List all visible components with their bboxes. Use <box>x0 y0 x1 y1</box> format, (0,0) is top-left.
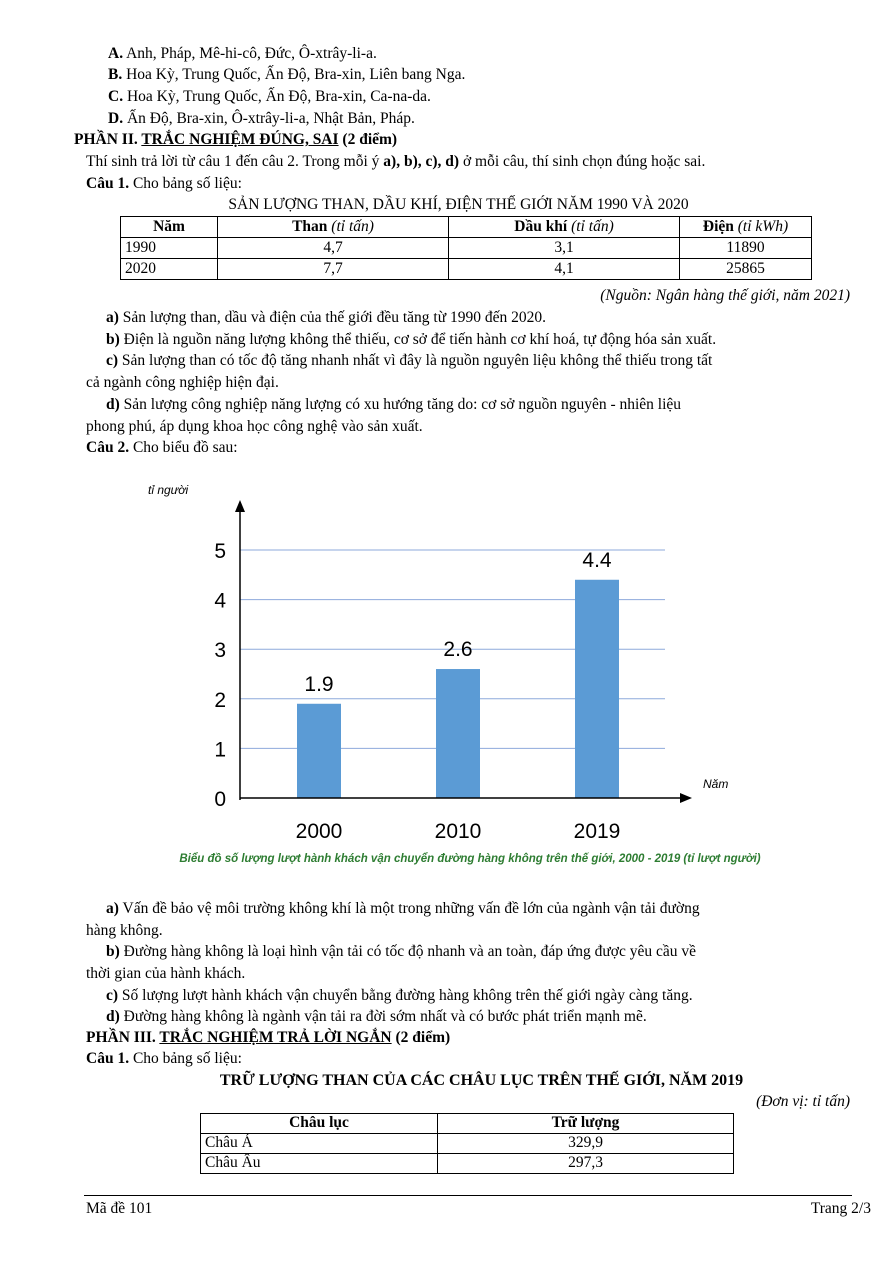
part3-unit: (Đơn vị: tỉ tấn) <box>756 1093 850 1110</box>
q1-statement-c-cont: cả ngành công nghiệp hiện đại. <box>86 374 279 391</box>
q2-statement-b: b) Đường hàng không là loại hình vận tải có tốc độ nhanh và an toàn, đáp ứng được yêu cầu về <box>106 943 696 960</box>
x-tick-label: 2010 <box>434 820 482 843</box>
option-text: Ấn Độ, Bra-xin, Ô-xtrây-li-a, Nhật Bản, Pháp. <box>123 110 415 127</box>
x-axis-arrow <box>680 793 692 803</box>
q1-statement-d-cont: phong phú, áp dụng khoa học công nghệ vào sản xuất. <box>86 418 423 435</box>
y-tick-label: 1 <box>214 738 226 762</box>
chart-bars <box>297 580 619 798</box>
q1-prompt: Câu 1. Cho bảng số liệu: <box>86 175 242 192</box>
part2-heading: PHẦN II. TRẮC NGHIỆM ĐÚNG, SAI (2 điểm) <box>74 131 398 148</box>
option-text: Hoa Kỳ, Trung Quốc, Ấn Độ, Bra-xin, Liên bang Nga. <box>122 66 466 83</box>
footer-divider <box>84 1195 852 1196</box>
q2-statement-a: a) Vấn đề bảo vệ môi trường không khí là một trong những vấn đề lớn của ngành vận tải đường <box>106 900 700 917</box>
table-row: 1990 4,7 3,1 11890 <box>121 238 812 259</box>
q1-table-title: SẢN LƯỢNG THAN, DẦU KHÍ, ĐIỆN THẾ GIỚI NĂM 1990 VÀ 2020 <box>228 196 689 213</box>
q1-source: (Nguồn: Ngân hàng thế giới, năm 2021) <box>600 287 850 304</box>
col-electricity: Điện (tỉ kWh) <box>680 217 812 238</box>
bar-2019 <box>575 580 619 798</box>
y-tick-label: 4 <box>214 589 226 613</box>
y-tick-label: 3 <box>214 639 226 663</box>
part2-instruction: Thí sinh trả lời từ câu 1 đến câu 2. Trong mỗi ý a), b), c), d) ở mỗi câu, thí sinh chọn đúng hoặc sai. <box>86 153 706 170</box>
data-label: 2.6 <box>443 638 473 662</box>
part3-table <box>200 1113 734 1174</box>
option-letter: D. <box>108 110 124 127</box>
option-letter: B. <box>108 66 123 83</box>
table-row: Châu Âu 297,3 <box>201 1154 734 1174</box>
bar-2000 <box>297 704 341 798</box>
x-tick-label: 2000 <box>295 820 343 843</box>
part3-q1-prompt: Câu 1. Cho bảng số liệu: <box>86 1050 242 1067</box>
y-tick-label: 2 <box>214 688 226 712</box>
bar-chart <box>0 470 893 870</box>
data-label: 1.9 <box>304 672 334 696</box>
y-axis-arrow <box>235 500 245 512</box>
data-label: 4.4 <box>582 548 612 572</box>
table-header-row <box>121 217 812 238</box>
q1-table <box>120 216 812 280</box>
y-tick-label: 0 <box>214 788 226 811</box>
q2-statement-b-cont: thời gian của hành khách. <box>86 965 246 982</box>
part3-heading: PHẦN III. TRẮC NGHIỆM TRẢ LỜI NGẮN (2 điểm) <box>86 1029 451 1046</box>
option-b <box>108 66 465 85</box>
table-header-row: Châu lục Trữ lượng <box>201 1114 734 1134</box>
exam-code: Mã đề 101 <box>86 1200 153 1217</box>
q1-statement-c: c) Sản lượng than có tốc độ tăng nhanh nhất vì đây là nguồn nguyên liệu không thể thiếu trong tất <box>106 352 713 369</box>
option-letter: C. <box>108 88 124 105</box>
q2-statement-d: d) Đường hàng không là ngành vận tải ra đời sớm nhất và có bước phát triển mạnh mẽ. <box>106 1008 647 1025</box>
bar-2010 <box>436 669 480 798</box>
option-c <box>108 88 431 107</box>
option-d <box>108 110 415 129</box>
x-tick-label: 2019 <box>573 820 621 843</box>
part3-table-title: TRỮ LƯỢNG THAN CỦA CÁC CHÂU LỤC TRÊN THẾ GIỚI, NĂM 2019 <box>219 1072 744 1089</box>
x-axis-label: Năm <box>703 777 729 791</box>
y-axis-label: tỉ người <box>148 483 189 497</box>
option-text: Anh, Pháp, Mê-hi-cô, Đức, Ô-xtrây-li-a. <box>123 45 377 62</box>
option-a <box>108 45 377 64</box>
page-number: Trang 2/3 <box>810 1200 871 1217</box>
y-tick-label: 5 <box>214 540 226 563</box>
col-coal: Than (tỉ tấn) <box>218 217 449 238</box>
q2-statement-a-cont: hàng không. <box>86 922 163 939</box>
q2-statement-c: c) Số lượng lượt hành khách vận chuyển bằng đường hàng không trên thế giới ngày càng tăng. <box>106 987 693 1004</box>
q1-statement-b: b) Điện là nguồn năng lượng không thể thiếu, cơ sở để tiến hành cơ khí hoá, tự động hóa sản xuất. <box>106 331 717 348</box>
chart-caption: Biểu đồ số lượng lượt hành khách vận chuyển đường hàng không trên thế giới, 2000 - 2019 (tỉ lượt người) <box>179 853 761 865</box>
option-letter: A. <box>108 45 124 62</box>
option-text: Hoa Kỳ, Trung Quốc, Ấn Độ, Bra-xin, Ca-na-da. <box>123 88 431 105</box>
col-year: Năm <box>121 217 218 238</box>
table-row: Châu Á 329,9 <box>201 1134 734 1154</box>
q1-statement-a: a) Sản lượng than, dầu và điện của thế giới đều tăng từ 1990 đến 2020. <box>106 309 546 326</box>
col-oil: Dầu khí (tỉ tấn) <box>449 217 680 238</box>
q1-statement-d: d) Sản lượng công nghiệp năng lượng có xu hướng tăng do: cơ sở nguồn nguyên - nhiên liệu <box>106 396 682 413</box>
q2-prompt: Câu 2. Cho biểu đồ sau: <box>86 439 238 456</box>
table-row: 2020 7,7 4,1 25865 <box>121 259 812 280</box>
